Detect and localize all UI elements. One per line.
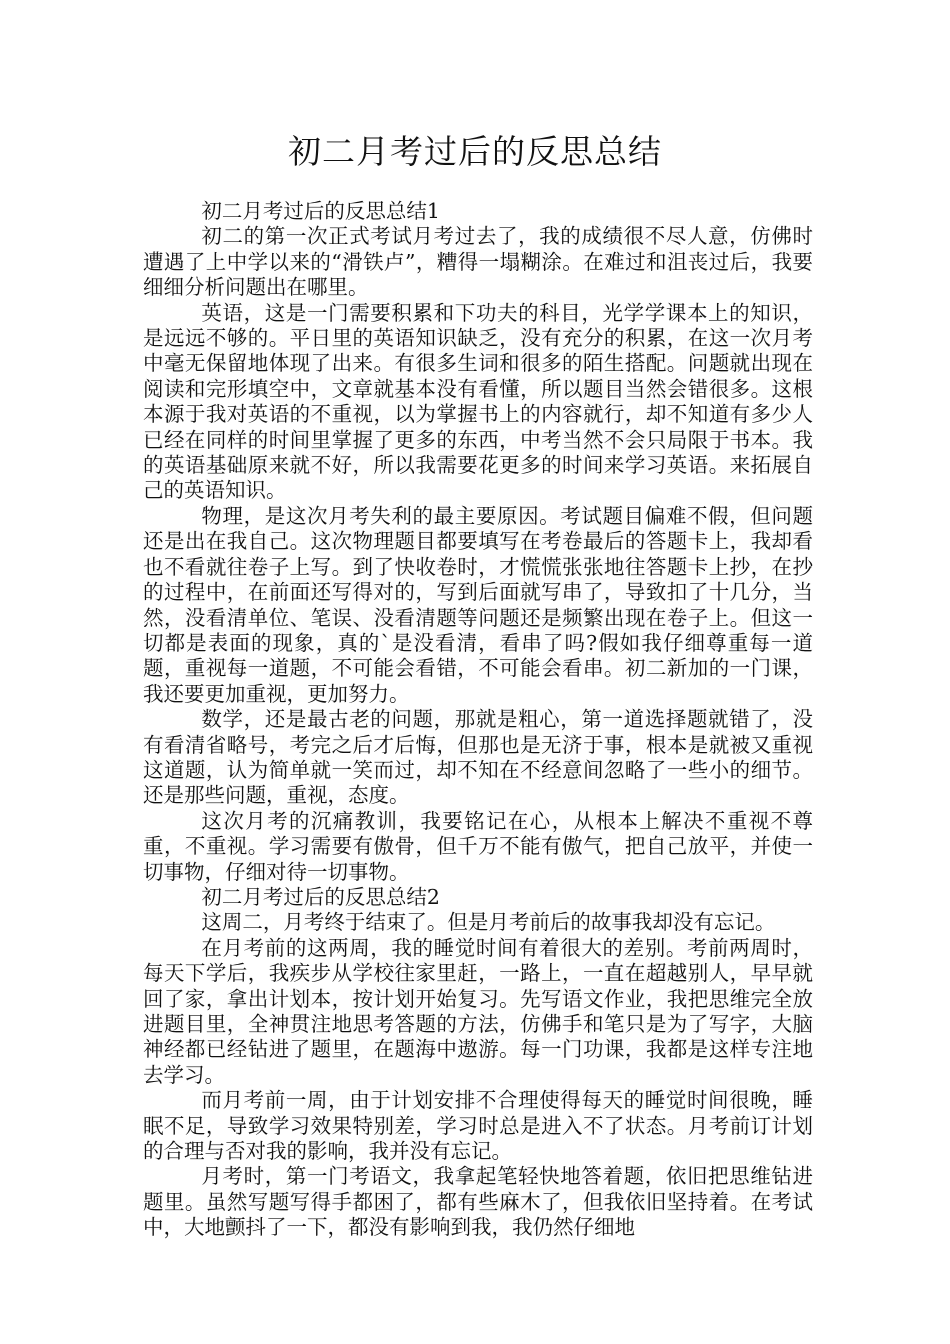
paragraph: 这周二，月考终于结束了。但是月考前后的故事我却没有忘记。 — [201, 910, 776, 935]
section-heading-2: 初二月考过后的反思总结2 — [201, 884, 440, 909]
paragraph: 在月考前的这两周，我的睡觉时间有着很大的差别。考前两周时，每天下学后，我疾步从学校往家里赶，一路上，一直在超越别人，早早就回了家，拿出计划本，按计划开始复习。先写语文作业，我把思维完全放进题目里，全神贯注地思考答题的方法，仿佛手和笔只是为了写字，大脑神经都已经钻进了题里，在题海中遨游。每一门功课，我都是这样专注地去学习。 — [143, 935, 813, 1087]
paragraph: 英语，这是一门需要积累和下功夫的科目，光学学课本上的知识，是远远不够的。平日里的英语知识缺乏，没有充分的积累，在这一次月考中毫无保留地体现了出来。有很多生词和很多的陌生搭配。问题就出现在阅读和完形填空中，文章就基本没有看懂，所以题目当然会错很多。这根本源于我对英语的不重视，以为掌握书上的内容就行，却不知道有多少人已经在同样的时间里掌握了更多的东西，中考当然不会只局限于书本。我的英语基础原来就不好，所以我需要花更多的时间来学习英语。来拓展自己的英语知识。 — [143, 300, 813, 503]
document-title: 初二月考过后的反思总结 — [288, 132, 662, 171]
paragraph: 数学，还是最古老的问题，那就是粗心，第一道选择题就错了，没有看清省略号，考完之后才后悔，但那也是无济于事，根本是就被又重视这道题，认为简单就一笑而过，却不知在不经意间忽略了一些小的细节。还是那些问题，重视，态度。 — [143, 707, 813, 808]
paragraph: 而月考前一周，由于计划安排不合理使得每天的睡觉时间很晚，睡眠不足，导致学习效果特别差，学习时总是进入不了状态。月考前订计划的合理与否对我的影响，我并没有忘记。 — [143, 1088, 813, 1164]
paragraph: 初二的第一次正式考试月考过去了，我的成绩很不尽人意，仿佛时遭遇了上中学以来的“滑铁卢”，糟得一塌糊涂。在难过和沮丧过后，我要细细分析问题出在哪里。 — [143, 224, 813, 300]
paragraph: 物理，是这次月考失利的最主要原因。考试题目偏难不假，但问题还是出在我自己。这次物理题目都要填写在考卷最后的答题卡上，我却看也不看就往卷子上写。到了快收卷时，才慌慌张张地往答题卡上抄，在抄的过程中，在前面还写得对的，写到后面就写串了，导致扣了十几分，当然，没看清单位、笔误、没看清题等问题还是频繁出现在卷子上。但这一切都是表面的现象，真的`是没看清，看串了吗?假如我仔细尊重每一道题，重视每一道题，不可能会看错，不可能会看串。初二新加的一门课，我还要更加重视，更加努力。 — [143, 503, 813, 706]
section-heading-1: 初二月考过后的反思总结1 — [201, 199, 440, 223]
document-body — [143, 199, 813, 1241]
paragraph: 月考时，第一门考语文，我拿起笔轻快地答着题，依旧把思维钻进题里。虽然写题写得手都困了，都有些麻木了，但我依旧坚持着。在考试中，大地颤抖了一下，都没有影响到我，我仍然仔细地 — [143, 1164, 813, 1240]
paragraph: 这次月考的沉痛教训，我要铭记在心，从根本上解决不重视不尊重，不重视。学习需要有傲骨，但千万不能有傲气，把自己放平，并使一切事物，仔细对待一切事物。 — [143, 808, 813, 884]
